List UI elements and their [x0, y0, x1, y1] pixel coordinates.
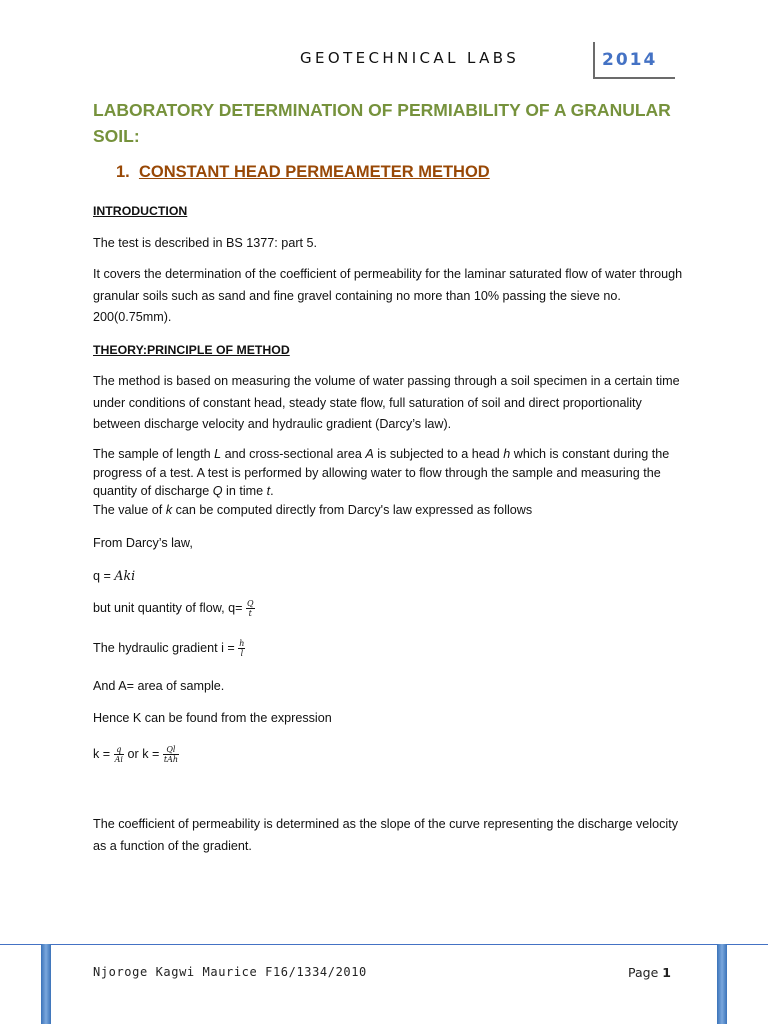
sample-var-A: A — [365, 447, 374, 461]
equation-k-fraction-2 — [163, 745, 179, 764]
sample-var-L: L — [214, 447, 222, 461]
equation-unit-flow — [93, 598, 683, 620]
unit-flow-text: but unit quantity of flow, q= — [93, 601, 243, 615]
footer-page — [628, 965, 671, 980]
sample-text-1: The sample of length — [93, 447, 215, 461]
equation-k-or: or k = — [127, 747, 160, 761]
sample-text-4: which is constant during the progress of a test. A test is performed by allowing water to flow through the sample and measuring the quantity of discharge — [93, 447, 670, 498]
equation-hydraulic-gradient — [93, 638, 683, 660]
header-divider-horizontal — [593, 77, 675, 79]
hydraulic-gradient-numerator: h — [239, 639, 245, 649]
sample-var-t: t — [266, 484, 271, 498]
header-title: GEOTECHNICAL LABS — [300, 49, 520, 67]
section-theory: THEORY:PRINCIPLE OF METHOD — [93, 343, 290, 357]
sample-text-2: and cross-sectional area — [221, 447, 366, 461]
equation-k-denominator-1: Ai — [114, 755, 123, 765]
unit-flow-fraction — [246, 599, 255, 618]
paragraph-method: The method is based on measuring the volume of water passing through a soil specimen in a certain time under conditions of constant head, steady state flow, full saturation of soil and direct proportionality between discharge velocity and hydraulic gradient (Darcy’s law). — [93, 374, 680, 431]
footer-page-label: Page — [628, 965, 663, 980]
paragraph-covers: It covers the determination of the coefficient of permeability for the laminar saturated flow of water through granular soils such as sand and fine gravel containing no more than 10% passing the sieve no. 200(0.75mm). — [93, 267, 683, 324]
sample-var-h: h — [503, 447, 511, 461]
sub-heading-text: CONSTANT HEAD PERMEAMETER METHOD — [138, 163, 490, 181]
equation-q-rhs: Aki — [114, 568, 136, 583]
equation-k-numerator-1: q — [114, 745, 124, 755]
footer-bar-left — [41, 944, 51, 1024]
value-text-2: can be computed directly from Darcy's law expressed as follows — [172, 502, 533, 517]
paragraph-area: And A= area of sample. — [93, 679, 225, 693]
equation-k-numerator-2: Ql — [163, 745, 179, 755]
unit-flow-numerator: Q — [246, 599, 254, 609]
paragraph-bs: The test is described in BS 1377: part 5. — [93, 236, 318, 250]
paragraph-sample — [93, 445, 683, 519]
footer-page-number: 1 — [662, 965, 671, 980]
unit-flow-denominator: t — [248, 609, 252, 619]
hydraulic-gradient-fraction — [238, 639, 245, 658]
sample-var-Q: Q — [212, 484, 223, 498]
header-divider-vertical — [593, 42, 595, 79]
footer-rule — [0, 944, 768, 945]
equation-k-fraction-1 — [114, 745, 124, 764]
paragraph-from-darcy: From Darcy’s law, — [93, 536, 193, 550]
sample-text-6: . — [270, 484, 274, 498]
equation-k — [93, 744, 683, 766]
hydraulic-gradient-text: The hydraulic gradient i = — [93, 641, 235, 655]
value-var-k: k — [165, 502, 173, 517]
footer-author: Njoroge Kagwi Maurice F16/1334/2010 — [93, 965, 367, 979]
section-introduction: INTRODUCTION — [93, 204, 188, 218]
sub-heading — [116, 163, 490, 182]
equation-k-lhs: k = — [93, 747, 114, 761]
value-text-1: The value of — [93, 502, 166, 517]
paragraph-hence: Hence K can be found from the expression — [93, 711, 332, 725]
sub-heading-number: 1. — [116, 163, 130, 181]
main-heading: LABORATORY DETERMINATION OF PERMIABILITY OF A GRANULAR SOIL: — [93, 100, 671, 146]
paragraph-slope: The coefficient of permeability is determined as the slope of the curve representing the discharge velocity as a function of the gradient. — [93, 817, 678, 853]
equation-q-lhs: q = — [93, 569, 115, 583]
header-year: 2014 — [602, 50, 658, 70]
sample-text-5: in time — [222, 484, 267, 498]
hydraulic-gradient-denominator: l — [240, 649, 244, 659]
sample-text-3: is subjected to a head — [373, 447, 504, 461]
equation-q — [93, 565, 683, 588]
equation-k-denominator-2: tAh — [163, 755, 179, 765]
footer-bar-right — [717, 944, 727, 1024]
